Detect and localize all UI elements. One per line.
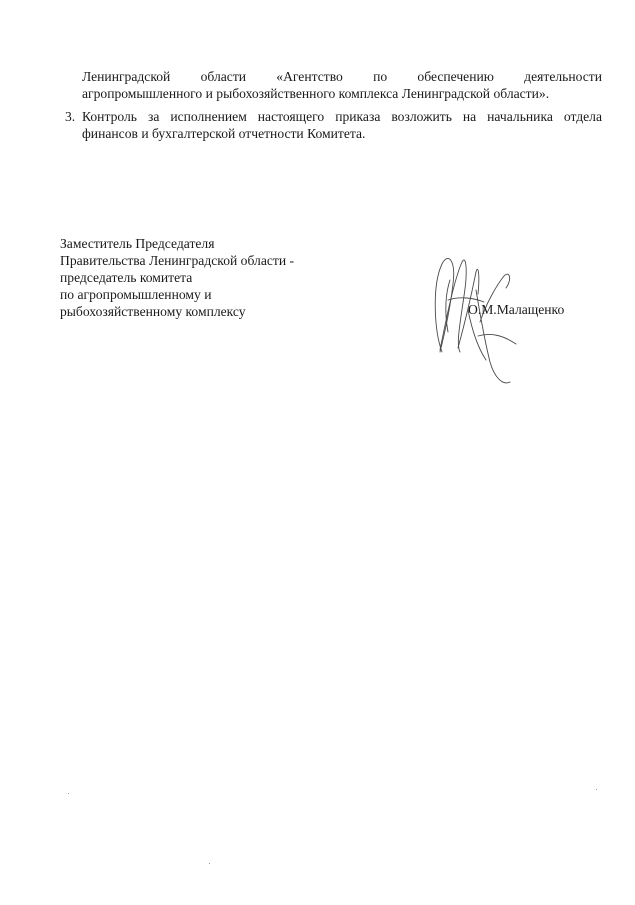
scan-speck	[209, 863, 210, 864]
signer-position-line-1: Заместитель Председателя	[60, 236, 215, 251]
signer-position-line-5: рыбохозяйственному комплексу	[60, 304, 246, 319]
item-3-number: 3.	[65, 109, 76, 124]
scan-speck	[596, 789, 597, 790]
signer-position-line-3: председатель комитета	[60, 270, 193, 285]
scan-speck	[68, 793, 69, 794]
continuation-line-2: агропромышленного и рыбохозяйственного комплекса Ленинградской области».	[82, 86, 550, 101]
signer-name: О.М.Малащенко	[468, 302, 565, 317]
signer-position-line-4: по агропромышленному и	[60, 287, 212, 302]
signer-position-line-2: Правительства Ленинградской области -	[60, 253, 295, 268]
continuation-line-1: Ленинградской области «Агентство по обеспечению деятельности	[82, 69, 602, 84]
item-3-line-2: финансов и бухгалтерской отчетности Комитета.	[82, 126, 366, 141]
item-3-line-1: Контроль за исполнением настоящего приказа возложить на начальника отдела	[82, 109, 602, 124]
